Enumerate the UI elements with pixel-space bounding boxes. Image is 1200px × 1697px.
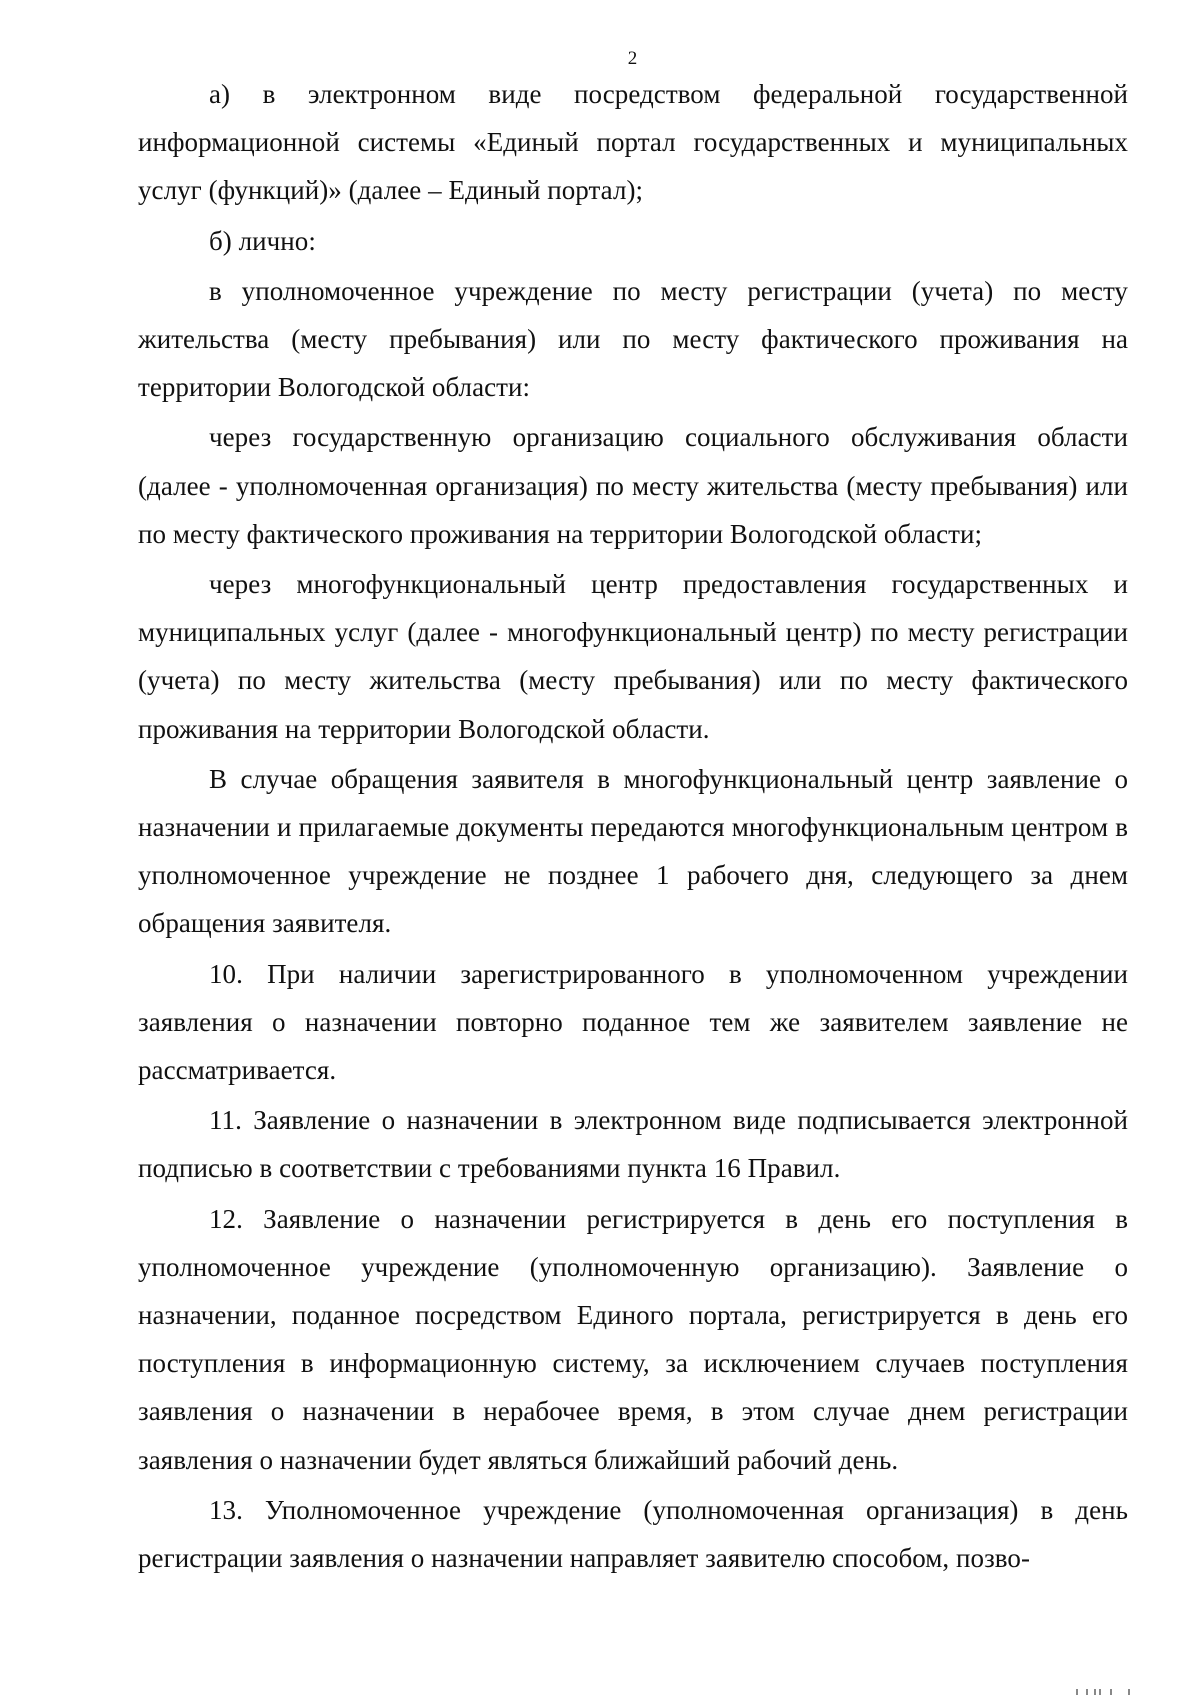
paragraph-13: 13. Уполномоченное учреждение (уполномоченная организация) в день регистрации заявления о назначении направляет заявителю способом, позво- (138, 1494, 1128, 1574)
scan-artifact (1072, 1687, 1142, 1695)
paragraph-in-person: б) лично: (209, 225, 316, 256)
paragraph-electronic: а) в электронном виде посредством федеральной государственной информационной системы «Единый портал государственных и муниципальных услуг (функций)» (далее – Единый портал); (138, 79, 1128, 206)
page-number: 2 (627, 48, 638, 69)
paragraph-10: 10. При наличии зарегистрированного в уполномоченном учреждении заявления о назначении повторно поданное тем же заявителем заявление не рассматривается. (138, 958, 1128, 1086)
paragraph-12: 12. Заявление о назначении регистрируется в день его поступления в уполномоченное учреждение (уполномоченную организацию). Заявление о назначении, поданное посредством Единого портала, регистрируется в день его поступления в информационную систему, за исключением случаев поступления заявления о назначении в нерабочее время, в этом случае днем регистрации заявления о назначении будет являться ближайший рабочий день. (138, 1203, 1128, 1475)
paragraph-11: 11. Заявление о назначении в электронном виде подписывается электронной подписью в соответствии с требованиями пункта 16 Правил. (138, 1105, 1128, 1184)
document-body (138, 70, 1128, 1584)
paragraph-mfc: через многофункциональный центр предоставления государственных и муниципальных услуг (далее - многофункциональный центр) по месту регистрации (учета) по месту жительства (месту пребывания) или по месту фактического проживания на территории Вологодской области. (138, 569, 1128, 744)
paragraph-authorized-institution: в уполномоченное учреждение по месту регистрации (учета) по месту жительства (месту пребывания) или по месту фактического проживания на территории Вологодской области: (138, 275, 1128, 403)
paragraph-social-organization: через государственную организацию социального обслуживания области (далее - уполномоченная организация) по месту жительства (месту пребывания) или по месту фактического проживания на территории Вологодской области; (138, 422, 1128, 549)
paragraph-mfc-transfer: В случае обращения заявителя в многофункциональный центр заявление о назначении и прилагаемые документы передаются многофункциональным центром в уполномоченное учреждение не позднее 1 рабочего дня, следующего за днем обращения заявителя. (138, 763, 1128, 939)
